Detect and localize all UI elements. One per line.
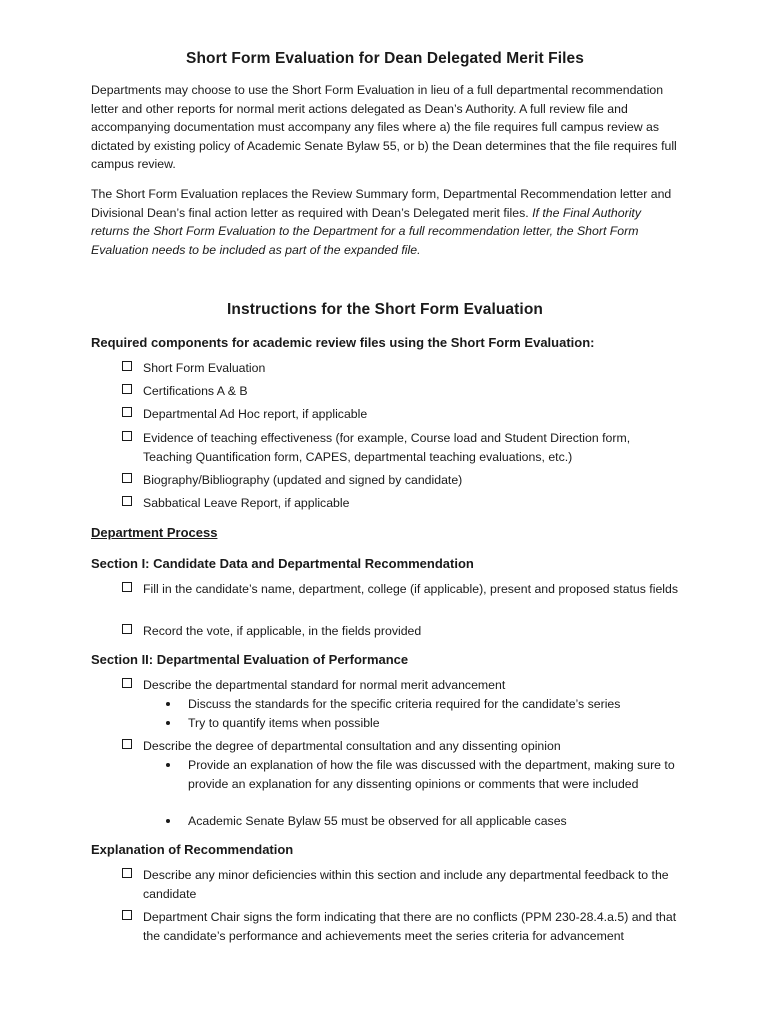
intro-paragraph-2-text: The Short Form Evaluation replaces the Review Summary form, Departmental Recommendation letter and Divisional Dean’s final action letter as required with Dean’s Delegated merit files. xyxy=(91,187,672,220)
checkbox[interactable] xyxy=(122,384,132,394)
bullet-icon xyxy=(166,702,170,706)
checklist-item xyxy=(122,622,682,641)
checklist-item-label: Evidence of teaching effectiveness (for example, Course load and Student Direction form, Teaching Quantification form, CAPES, departmental teaching evaluations, etc.) xyxy=(143,431,631,464)
instructions-title: Instructions for the Short Form Evaluation xyxy=(227,301,543,318)
checklist-item-label: Describe the departmental standard for normal merit advancement xyxy=(143,678,506,692)
checklist-item xyxy=(122,737,682,756)
checklist-item xyxy=(122,866,682,903)
checklist-item-label: Certifications A & B xyxy=(143,384,248,398)
checkbox[interactable] xyxy=(122,678,132,688)
section-1-heading: Section I: Candidate Data and Departmental Recommendation xyxy=(91,556,474,571)
checkbox[interactable] xyxy=(122,496,132,506)
checklist-item-label: Fill in the candidate’s name, department, college (if applicable), present and proposed status fields xyxy=(143,582,678,596)
bullet-item-label: Try to quantify items when possible xyxy=(188,716,380,730)
checklist-item xyxy=(122,471,682,490)
required-components-heading: Required components for academic review files using the Short Form Evaluation: xyxy=(91,335,595,350)
checkbox[interactable] xyxy=(122,739,132,749)
checklist-item-label: Short Form Evaluation xyxy=(143,361,266,375)
checklist-item xyxy=(122,405,682,424)
bullet-item-label: Academic Senate Bylaw 55 must be observed for all applicable cases xyxy=(188,814,567,828)
bullet-item xyxy=(166,756,676,793)
checkbox[interactable] xyxy=(122,910,132,920)
intro-paragraph-2-italic: If the Final Authority returns the Short Form Evaluation to the Department for a full recommendation letter, the Short Form Evaluation needs to be included as part of the expanded file. xyxy=(91,205,641,257)
checklist-item-label: Department Chair signs the form indicating that there are no conflicts (PPM 230-28.4.a.5) and that the candidate’s performance and achievements meet the series criteria for advancement xyxy=(143,910,677,943)
checklist-item-label: Describe the degree of departmental consultation and any dissenting opinion xyxy=(143,739,561,753)
bullet-icon xyxy=(166,721,170,725)
checklist-item xyxy=(122,580,682,599)
bullet-item xyxy=(166,695,676,714)
checklist-item xyxy=(122,676,682,695)
checkbox[interactable] xyxy=(122,473,132,483)
bullet-item xyxy=(166,714,676,733)
checkbox[interactable] xyxy=(122,582,132,592)
checklist-item xyxy=(122,382,682,401)
checklist-item xyxy=(122,359,682,378)
checkbox[interactable] xyxy=(122,407,132,417)
checklist-item xyxy=(122,908,682,945)
checklist-item-label: Record the vote, if applicable, in the fields provided xyxy=(143,624,422,638)
checkbox[interactable] xyxy=(122,868,132,878)
explanation-heading: Explanation of Recommendation xyxy=(91,842,294,857)
bullet-icon xyxy=(166,763,170,767)
department-process-heading: Department Process xyxy=(91,525,218,540)
bullet-item xyxy=(166,812,676,831)
intro-paragraph-2 xyxy=(91,185,681,259)
intro-paragraph-1: Departments may choose to use the Short Form Evaluation in lieu of a full departmental recommendation letter and other reports for normal merit actions delegated as Dean’s Authority. A full review file and accompanying documentation must accompany any files where a) the file requires full campus review as dictated by existing policy of Academic Senate Bylaw 55, or b) the Dean determines that the file requires full campus review. xyxy=(91,83,677,172)
checklist-item-label: Departmental Ad Hoc report, if applicable xyxy=(143,407,368,421)
checkbox[interactable] xyxy=(122,624,132,634)
checklist-item-label: Describe any minor deficiencies within this section and include any departmental feedback to the candidate xyxy=(143,868,669,901)
checklist-item-label: Biography/Bibliography (updated and signed by candidate) xyxy=(143,473,463,487)
bullet-item-label: Provide an explanation of how the file was discussed with the department, making sure to provide an explanation for any dissenting opinions or comments that were included xyxy=(188,758,675,791)
checklist-item xyxy=(122,494,682,513)
checkbox[interactable] xyxy=(122,431,132,441)
bullet-item-label: Discuss the standards for the specific criteria required for the candidate’s series xyxy=(188,697,621,711)
checklist-item xyxy=(122,429,682,466)
document-title: Short Form Evaluation for Dean Delegated Merit Files xyxy=(186,50,584,67)
checkbox[interactable] xyxy=(122,361,132,371)
section-2-heading: Section II: Departmental Evaluation of Performance xyxy=(91,652,409,667)
bullet-icon xyxy=(166,819,170,823)
checklist-item-label: Sabbatical Leave Report, if applicable xyxy=(143,496,350,510)
